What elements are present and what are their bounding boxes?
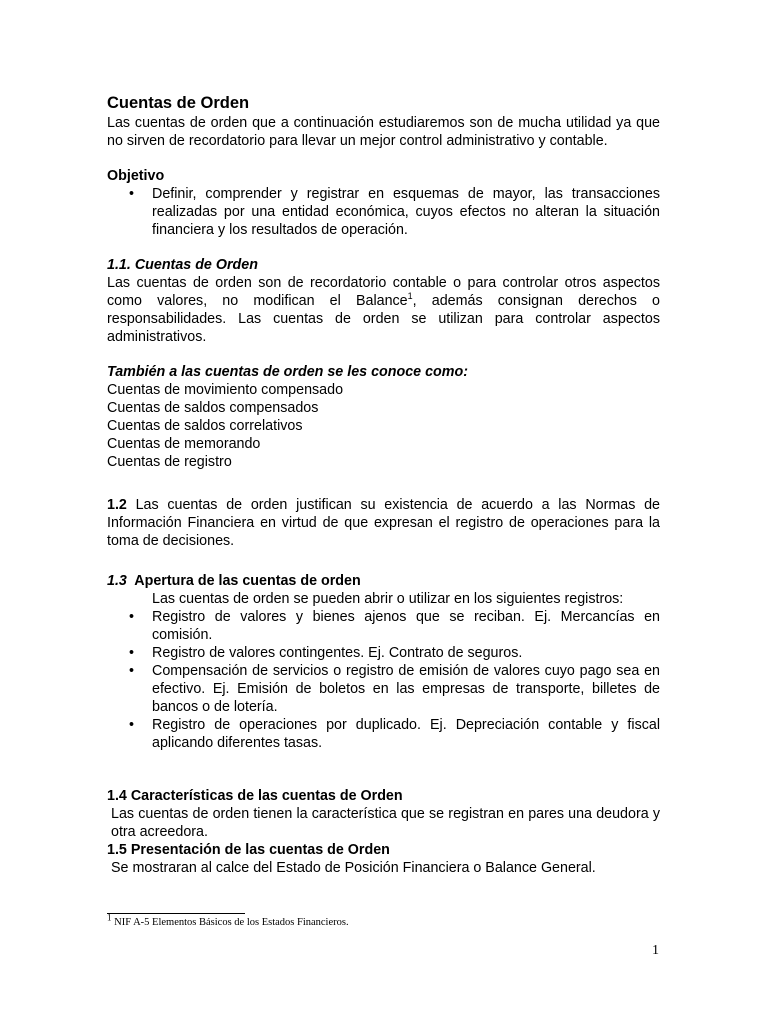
section-1-3-heading: 1.3 Apertura de las cuentas de orden	[107, 573, 361, 589]
objetivo-list	[107, 185, 660, 239]
list-item: Cuentas de saldos correlativos	[107, 418, 303, 434]
objetivo-heading: Objetivo	[107, 168, 165, 184]
list-item: Cuentas de saldos compensados	[107, 400, 319, 416]
aka-list	[107, 381, 660, 471]
footnote-divider	[107, 913, 245, 914]
section-1-1-paragraph: Las cuentas de orden son de recordatorio contable o para controlar otros aspectos como valores, no modifican el Balance$^1$, además consignan derechos o responsabilidades. Las cuentas de orden se utilizan para controlar aspectos administrativos.	[107, 275, 660, 345]
footnote-ref: 1	[407, 291, 413, 302]
section-1-5-heading: 1.5 Presentación de las cuentas de Orden	[107, 842, 390, 858]
section-1-2-number: 1.2	[107, 497, 127, 513]
aka-heading: También a las cuentas de orden se les conoce como:	[107, 364, 468, 380]
list-item: • Registro de valores contingentes. Ej. Contrato de seguros.	[152, 644, 660, 662]
intro-paragraph: Las cuentas de orden que a continuación estudiaremos son de mucha utilidad ya que no sirven de recordatorio para llevar un mejor control administrativo y contable.	[107, 115, 660, 149]
list-item: • Registro de valores y bienes ajenos que se reciban. Ej. Mercancías en comisión.	[152, 608, 660, 644]
section-1-1-heading: 1.1. Cuentas de Orden	[107, 257, 258, 273]
section-1-5-paragraph: Se mostraran al calce del Estado de Posición Financiera o Balance General.	[111, 860, 596, 876]
section-1-2-paragraph: 1.2 Las cuentas de orden justifican su existencia de acuerdo a las Normas de Información Financiera en virtud de que expresan el registro de operaciones para la toma de decisiones.	[107, 497, 660, 549]
section-1-4-heading: 1.4 Características de las cuentas de Orden	[107, 788, 403, 804]
list-item: Cuentas de movimiento compensado	[107, 382, 344, 398]
list-item: Cuentas de registro	[107, 454, 232, 470]
section-1-4-paragraph: Las cuentas de orden tienen la característica que se registran en pares una deudora y otra acreedora.	[111, 806, 660, 840]
document-body	[107, 92, 660, 877]
section-1-3-intro: Las cuentas de orden se pueden abrir o utilizar en los siguientes registros:	[152, 591, 624, 607]
page-title: Cuentas de Orden	[107, 94, 250, 112]
list-item: • Definir, comprender y registrar en esquemas de mayor, las transacciones realizadas por una entidad económica, cuyos efectos no alteran la situación financiera y los resultados de operación.	[152, 185, 660, 239]
page-number: 1	[652, 943, 659, 958]
footnote: $^1$ NIF A-5 Elementos Básicos de los Estados Financieros.	[107, 912, 349, 928]
list-item: • Registro de operaciones por duplicado. Ej. Depreciación contable y fiscal aplicando diferentes tasas.	[152, 716, 660, 752]
section-1-3-list	[107, 608, 660, 752]
list-item: • Compensación de servicios o registro de emisión de valores cuyo pago sea en efectivo. Ej. Emisión de boletos en las empresas de transporte, billetes de bancos o de lotería.	[152, 662, 660, 716]
list-item: Cuentas de memorando	[107, 436, 261, 452]
